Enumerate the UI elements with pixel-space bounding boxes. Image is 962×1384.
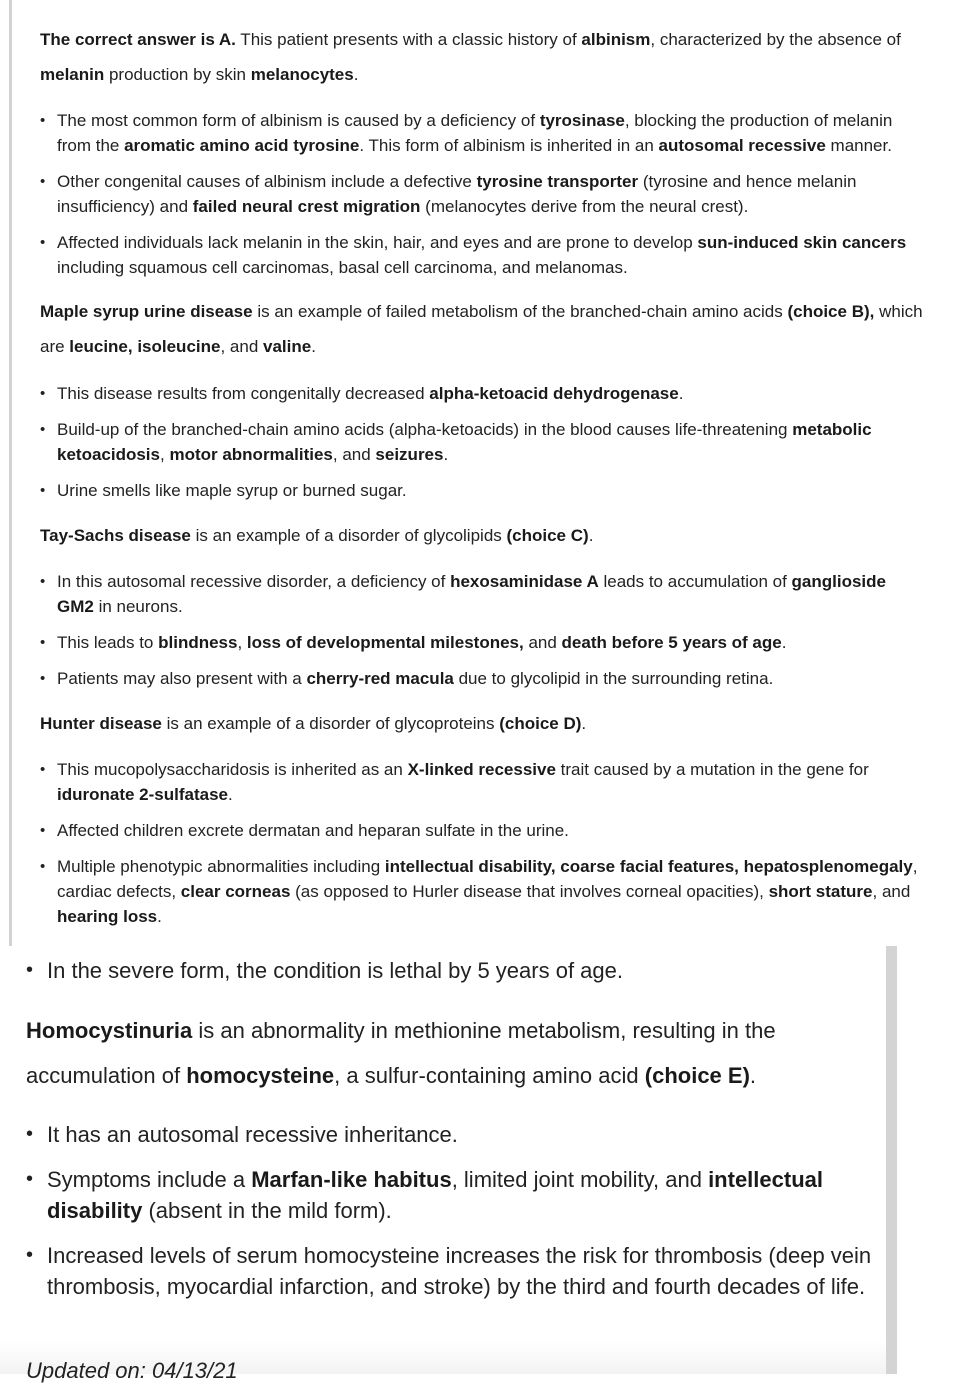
list-item: • Multiple phenotypic abnormalities including intellectual disability, coarse facial features, hepatosplenomegaly, cardiac defects, clear corneas (as opposed to Hurler disease that involves corneal opacities), short stature, and hearing loss.	[40, 854, 925, 929]
list-item: • Increased levels of serum homocysteine increases the risk for thrombosis (deep vein thrombosis, myocardial infarction, and stroke) by the third and fourth decades of life.	[26, 1240, 886, 1302]
list-item: • Build-up of the branched-chain amino acids (alpha-ketoacids) in the blood causes life-threatening metabolic ketoacidosis, motor abnormalities, and seizures.	[40, 417, 925, 467]
severe-form-list	[26, 955, 886, 986]
correct-answer-label: The correct answer is A.	[40, 30, 236, 49]
zoomed-explanation-panel	[0, 946, 962, 1383]
albinism-bullet-list	[40, 108, 925, 280]
list-item: • It has an autosomal recessive inheritance.	[26, 1119, 886, 1150]
msud-bullet-list	[40, 381, 925, 503]
list-item: • Affected individuals lack melanin in the skin, hair, and eyes and are prone to develop sun-induced skin cancers including squamous cell carcinomas, basal cell carcinoma, and melanomas.	[40, 230, 925, 280]
list-item: • This disease results from congenitally decreased alpha-ketoacid dehydrogenase.	[40, 381, 925, 406]
hunter-paragraph: Hunter disease is an example of a disorder of glycoproteins (choice D).	[40, 714, 587, 733]
list-item: • The most common form of albinism is caused by a deficiency of tyrosinase, blocking the production of melanin from the aromatic amino acid tyrosine. This form of albinism is inherited in an autosomal recessive manner.	[40, 108, 925, 158]
list-item: • This mucopolysaccharidosis is inherited as an X-linked recessive trait caused by a mutation in the gene for iduronate 2-sulfatase.	[40, 757, 925, 807]
msud-paragraph: Maple syrup urine disease is an example of failed metabolism of the branched-chain amino acids (choice B), which are leucine, isoleucine, and valine.	[40, 302, 923, 356]
list-item: • This leads to blindness, loss of developmental milestones, and death before 5 years of age.	[40, 630, 925, 655]
updated-date: Updated on: 04/13/21	[26, 1358, 238, 1383]
homocystinuria-bullet-list	[26, 1119, 886, 1302]
left-border	[9, 0, 12, 946]
list-item: • Symptoms include a Marfan-like habitus, limited joint mobility, and intellectual disability (absent in the mild form).	[26, 1164, 886, 1226]
list-item: • Urine smells like maple syrup or burned sugar.	[40, 478, 925, 503]
list-item: • In the severe form, the condition is lethal by 5 years of age.	[26, 955, 886, 986]
list-item: • Patients may also present with a cherry-red macula due to glycolipid in the surrounding retina.	[40, 666, 925, 691]
hunter-bullet-list	[40, 757, 925, 965]
list-item: • In this autosomal recessive disorder, a deficiency of hexosaminidase A leads to accumulation of ganglioside GM2 in neurons.	[40, 569, 925, 619]
homocystinuria-paragraph: Homocystinuria is an abnormality in methionine metabolism, resulting in the accumulation of homocysteine, a sulfur-containing amino acid (choice E).	[26, 1018, 776, 1088]
tay-sachs-bullet-list	[40, 569, 925, 691]
tay-sachs-paragraph: Tay-Sachs disease is an example of a disorder of glycolipids (choice C).	[40, 526, 594, 545]
list-item: • Affected children excrete dermatan and heparan sulfate in the urine.	[40, 818, 925, 843]
scrollbar-track[interactable]	[886, 946, 897, 1374]
list-item: • Other congenital causes of albinism include a defective tyrosine transporter (tyrosine and hence melanin insufficiency) and failed neural crest migration (melanocytes derive from the neural crest).	[40, 169, 925, 219]
answer-intro-paragraph: The correct answer is A. This patient presents with a classic history of albinism, characterized by the absence of melanin production by skin melanocytes.	[40, 30, 901, 84]
